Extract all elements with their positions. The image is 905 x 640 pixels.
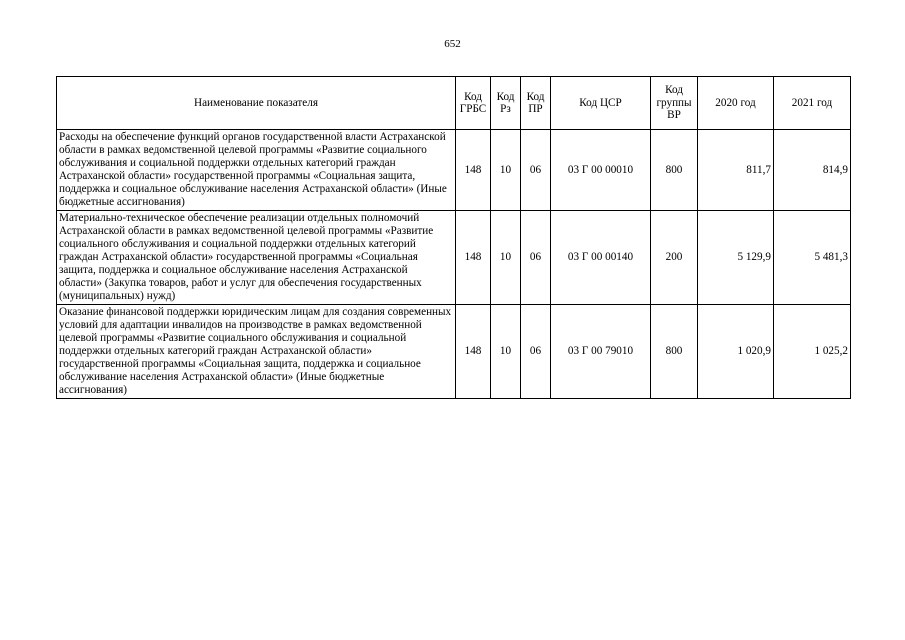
row-2021: 814,9 — [774, 130, 851, 211]
header-2020: 2020 год — [698, 77, 774, 130]
header-grbs — [456, 77, 491, 130]
row-2020: 5 129,9 — [698, 211, 774, 305]
header-pr-line2: ПР — [528, 103, 543, 115]
row-2021: 1 025,2 — [774, 305, 851, 399]
row-grbs: 148 — [456, 211, 491, 305]
header-vr — [651, 77, 698, 130]
row-name: Материально-техническое обеспечение реализации отдельных полномочий Астраханской области в рамках ведомственной целевой программы «Развитие социального обслуживания и социальной поддержки отдельных категорий граждан Астраханской области» государственной программы «Социальная защита, поддержка и социальное обслуживание населения Астраханской области» (Закупка товаров, работ и услуг для обеспечения государственных (муниципальных) нужд) — [57, 211, 456, 305]
header-pr-line1: Код — [526, 90, 545, 103]
header-grbs-line1: Код — [464, 90, 482, 103]
row-name: Расходы на обеспечение функций органов государственной власти Астраханской области в рамках ведомственной целевой программы «Развитие социального обслуживания и социальной поддержки отдельных категорий граждан Астраханской области» государственной программы «Социальная защита, поддержка и социальное обслуживание населения Астраханской области» (Иные бюджетные ассигнования) — [57, 130, 456, 211]
header-rz — [491, 77, 521, 130]
header-csr: Код ЦСР — [551, 77, 651, 130]
page-number: 652 — [444, 38, 461, 50]
header-vr-line3: ВР — [667, 109, 681, 122]
row-pr: 06 — [521, 305, 551, 399]
row-2020: 1 020,9 — [698, 305, 774, 399]
row-2020: 811,7 — [698, 130, 774, 211]
row-grbs: 148 — [456, 130, 491, 211]
header-grbs-line2: ГРБС — [459, 103, 487, 115]
header-pr — [521, 77, 551, 130]
row-vr: 200 — [651, 211, 698, 305]
row-vr: 800 — [651, 305, 698, 399]
header-vr-line2: группы — [656, 96, 692, 109]
row-grbs: 148 — [456, 305, 491, 399]
header-2021: 2021 год — [774, 77, 851, 130]
budget-table — [56, 76, 851, 399]
header-rz-line1: Код — [496, 90, 515, 103]
table-row — [57, 130, 851, 211]
row-csr: 03 Г 00 79010 — [551, 305, 651, 399]
row-rz: 10 — [491, 211, 521, 305]
header-name: Наименование показателя — [57, 77, 456, 130]
header-vr-line1: Код — [665, 84, 683, 97]
row-csr: 03 Г 00 00140 — [551, 211, 651, 305]
row-2021: 5 481,3 — [774, 211, 851, 305]
row-pr: 06 — [521, 211, 551, 305]
table-header-row — [57, 77, 851, 130]
row-csr: 03 Г 00 00010 — [551, 130, 651, 211]
table-row — [57, 305, 851, 399]
row-name: Оказание финансовой поддержки юридическим лицам для создания современных условий для адаптации инвалидов на производстве в рамках ведомственной целевой программы «Развитие социального обслуживания и социальной поддержки отдельных категорий граждан Астраханской области» государственной программы «Социальная защита, поддержка и социальное обслуживание населения Астраханской области» (Иные бюджетные ассигнования) — [57, 305, 456, 399]
row-rz: 10 — [491, 305, 521, 399]
row-vr: 800 — [651, 130, 698, 211]
header-rz-line2: Рз — [500, 103, 511, 115]
row-pr: 06 — [521, 130, 551, 211]
table-row — [57, 211, 851, 305]
row-rz: 10 — [491, 130, 521, 211]
